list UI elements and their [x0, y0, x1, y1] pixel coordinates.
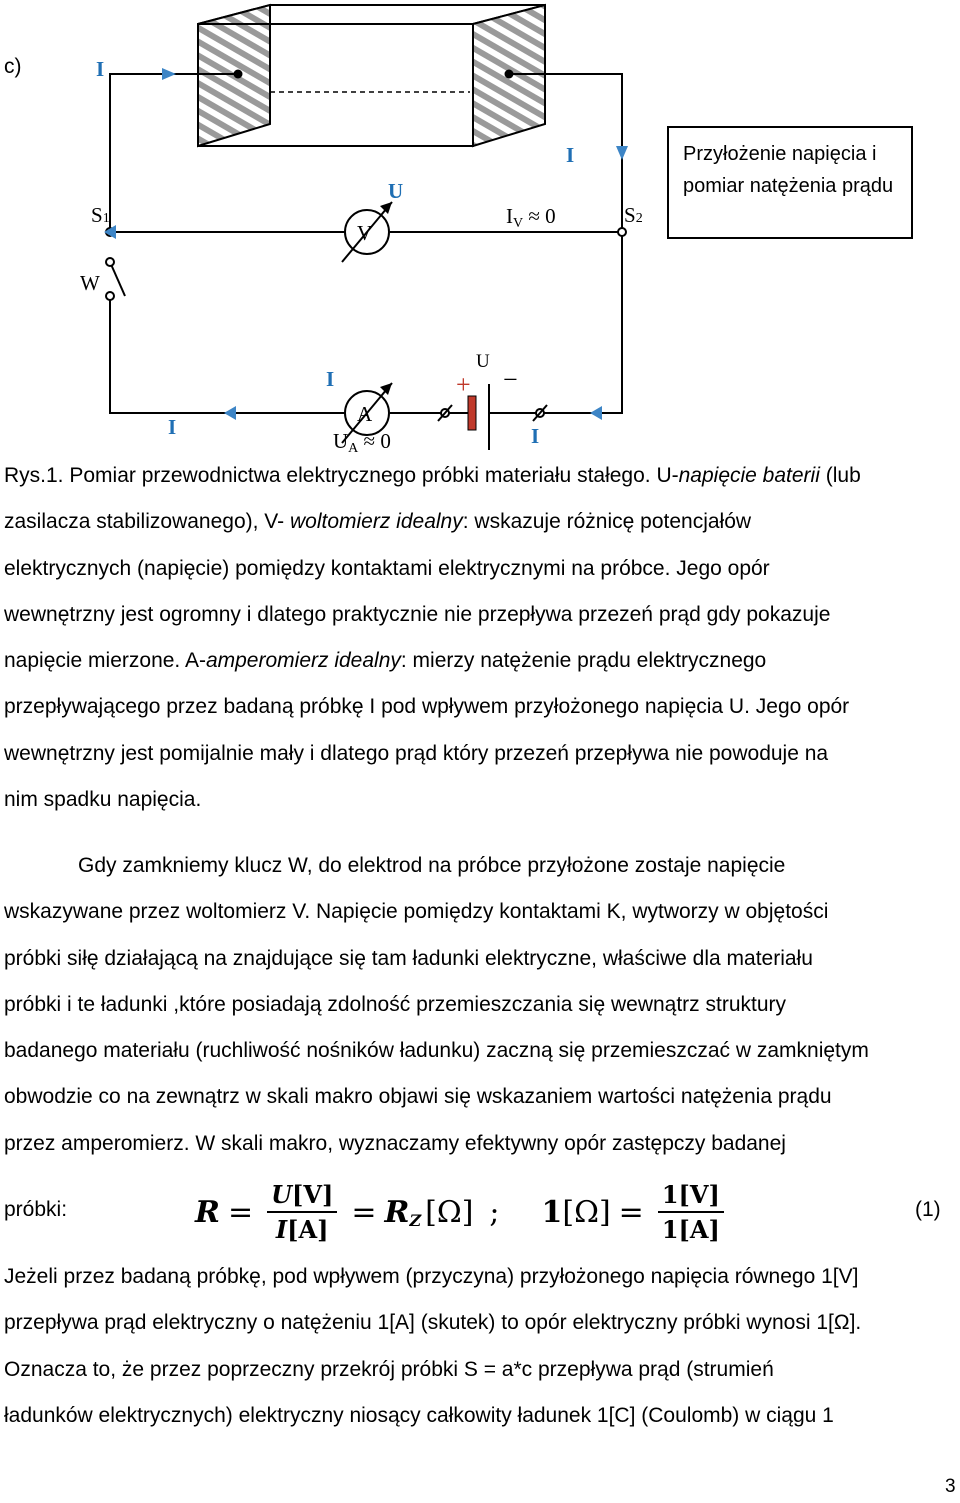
- caption-line: napięcie mierzone. A-amperomierz idealny: mierzy natężenie prądu elektrycznego: [4, 649, 767, 673]
- caption-line: przepływającego przez badaną próbkę I pod wpływem przyłożonego napięcia U. Jego opór: [4, 695, 850, 719]
- caption-line: wewnętrzny jest pomijalnie mały i dlatego prąd który przezeń przepływa nie powoduje na: [4, 741, 829, 765]
- iv-approx-label: IV ≈ 0: [506, 204, 556, 231]
- ammeter-symbol: A: [357, 402, 373, 426]
- paragraph-line: próbki siłę działającą na znajdujące się tam ładunki elektryczne, właściwe dla materiału: [4, 946, 813, 970]
- fraction-u-over-i: $\frac{U[V]}{I[A]}$: [267, 1180, 337, 1244]
- formula-lead: próbki:: [4, 1198, 68, 1221]
- caption-line: Rys.1. Pomiar przewodnictwa elektrycznego próbki materiału stałego. U-napięcie baterii (lub: [4, 464, 861, 487]
- fraction-unit: $\frac{1[V]}{1[A]}$: [658, 1180, 724, 1244]
- voltmeter-symbol: V: [357, 221, 373, 245]
- page-number: 3: [945, 1476, 956, 1497]
- paragraph-line: przepływa prąd elektryczny o natężeniu 1[A] (skutek) to opór elektryczny próbki wynosi 1[Ω].: [4, 1311, 862, 1335]
- formula-row: [0, 1176, 960, 1248]
- voltage-label: U: [388, 179, 404, 203]
- current-label-right: I: [566, 143, 575, 167]
- paragraph-line: obwodzie co na zewnątrz w skali makro objawi się wskazaniem wartości natężenia prądu: [4, 1085, 832, 1109]
- paragraph-line: przez amperomierz. W skali makro, wyznaczamy efektywny opór zastępczy badanej: [4, 1131, 786, 1155]
- caption-line: wewnętrzny jest ogromny i dlatego praktycznie nie przepływa przezeń prąd gdy pokazuje: [4, 602, 831, 626]
- current-label-bottom-right: I: [531, 424, 540, 448]
- current-label-ammeter: I: [326, 367, 335, 391]
- battery-minus: −: [503, 365, 518, 394]
- contact-s1-label: S1: [91, 203, 110, 227]
- caption-line: elektrycznych (napięcie) pomiędzy kontaktami elektrycznymi na próbce. Jego opór: [4, 556, 770, 580]
- current-label-top: I: [96, 57, 105, 81]
- battery-voltage-label: U: [476, 351, 490, 372]
- note-box: Przyłożenie napięcia i pomiar natężenia prądu: [667, 126, 913, 239]
- caption-line: nim spadku napięcia.: [4, 788, 202, 812]
- paragraph-line: Gdy zamkniemy klucz W, do elektrod na próbce przyłożone zostaje napięcie: [78, 854, 786, 877]
- section-label: c): [4, 55, 22, 78]
- voltmeter: [342, 202, 392, 262]
- caption-line: zasilacza stabilizowanego), V- woltomierz idealny: wskazuje różnicę potencjałów: [4, 510, 752, 534]
- switch-label: W: [80, 271, 100, 295]
- current-label-bottom-left: I: [168, 415, 177, 439]
- paragraph-3: [4, 1254, 959, 1439]
- sample-block: [198, 5, 545, 146]
- paragraph-2: [4, 843, 959, 1167]
- contact-s2-label: S2: [624, 203, 643, 227]
- paragraph-line: Oznacza to, że przez poprzeczny przekrój próbki S = a*c przepływa prąd (strumień: [4, 1357, 774, 1381]
- paragraph-line: ładunków elektrycznych) elektryczny niosący całkowity ładunek 1[C] (Coulomb) w ciągu 1: [4, 1403, 834, 1427]
- paragraph-line: badanego materiału (ruchliwość nośników ładunku) zaczną się przemieszczać w zamkniętym: [4, 1039, 869, 1063]
- resistance-formula: R = $\frac{U[V]}{I[A]}$ = R Z [Ω] ; 1 [Ω] = $\frac{1[V]}{1[A]}$: [195, 1176, 730, 1248]
- ua-approx-label: UA ≈ 0: [333, 429, 391, 456]
- battery-plus: +: [456, 370, 471, 399]
- paragraph-line: wskazywane przez woltomierz V. Napięcie pomiędzy kontaktami K, wytworzy w objętości: [4, 900, 829, 924]
- figure-caption: [4, 453, 959, 823]
- battery-icon: [456, 351, 518, 450]
- paragraph-line: próbki i te ładunki ,które posiadają zdolność przemieszczania się wewnątrz struktury: [4, 992, 787, 1016]
- equation-number: (1): [915, 1198, 941, 1221]
- paragraph-line: Jeżeli przez badaną próbkę, pod wpływem (przyczyna) przyłożonego napięcia równego 1[V]: [4, 1265, 859, 1288]
